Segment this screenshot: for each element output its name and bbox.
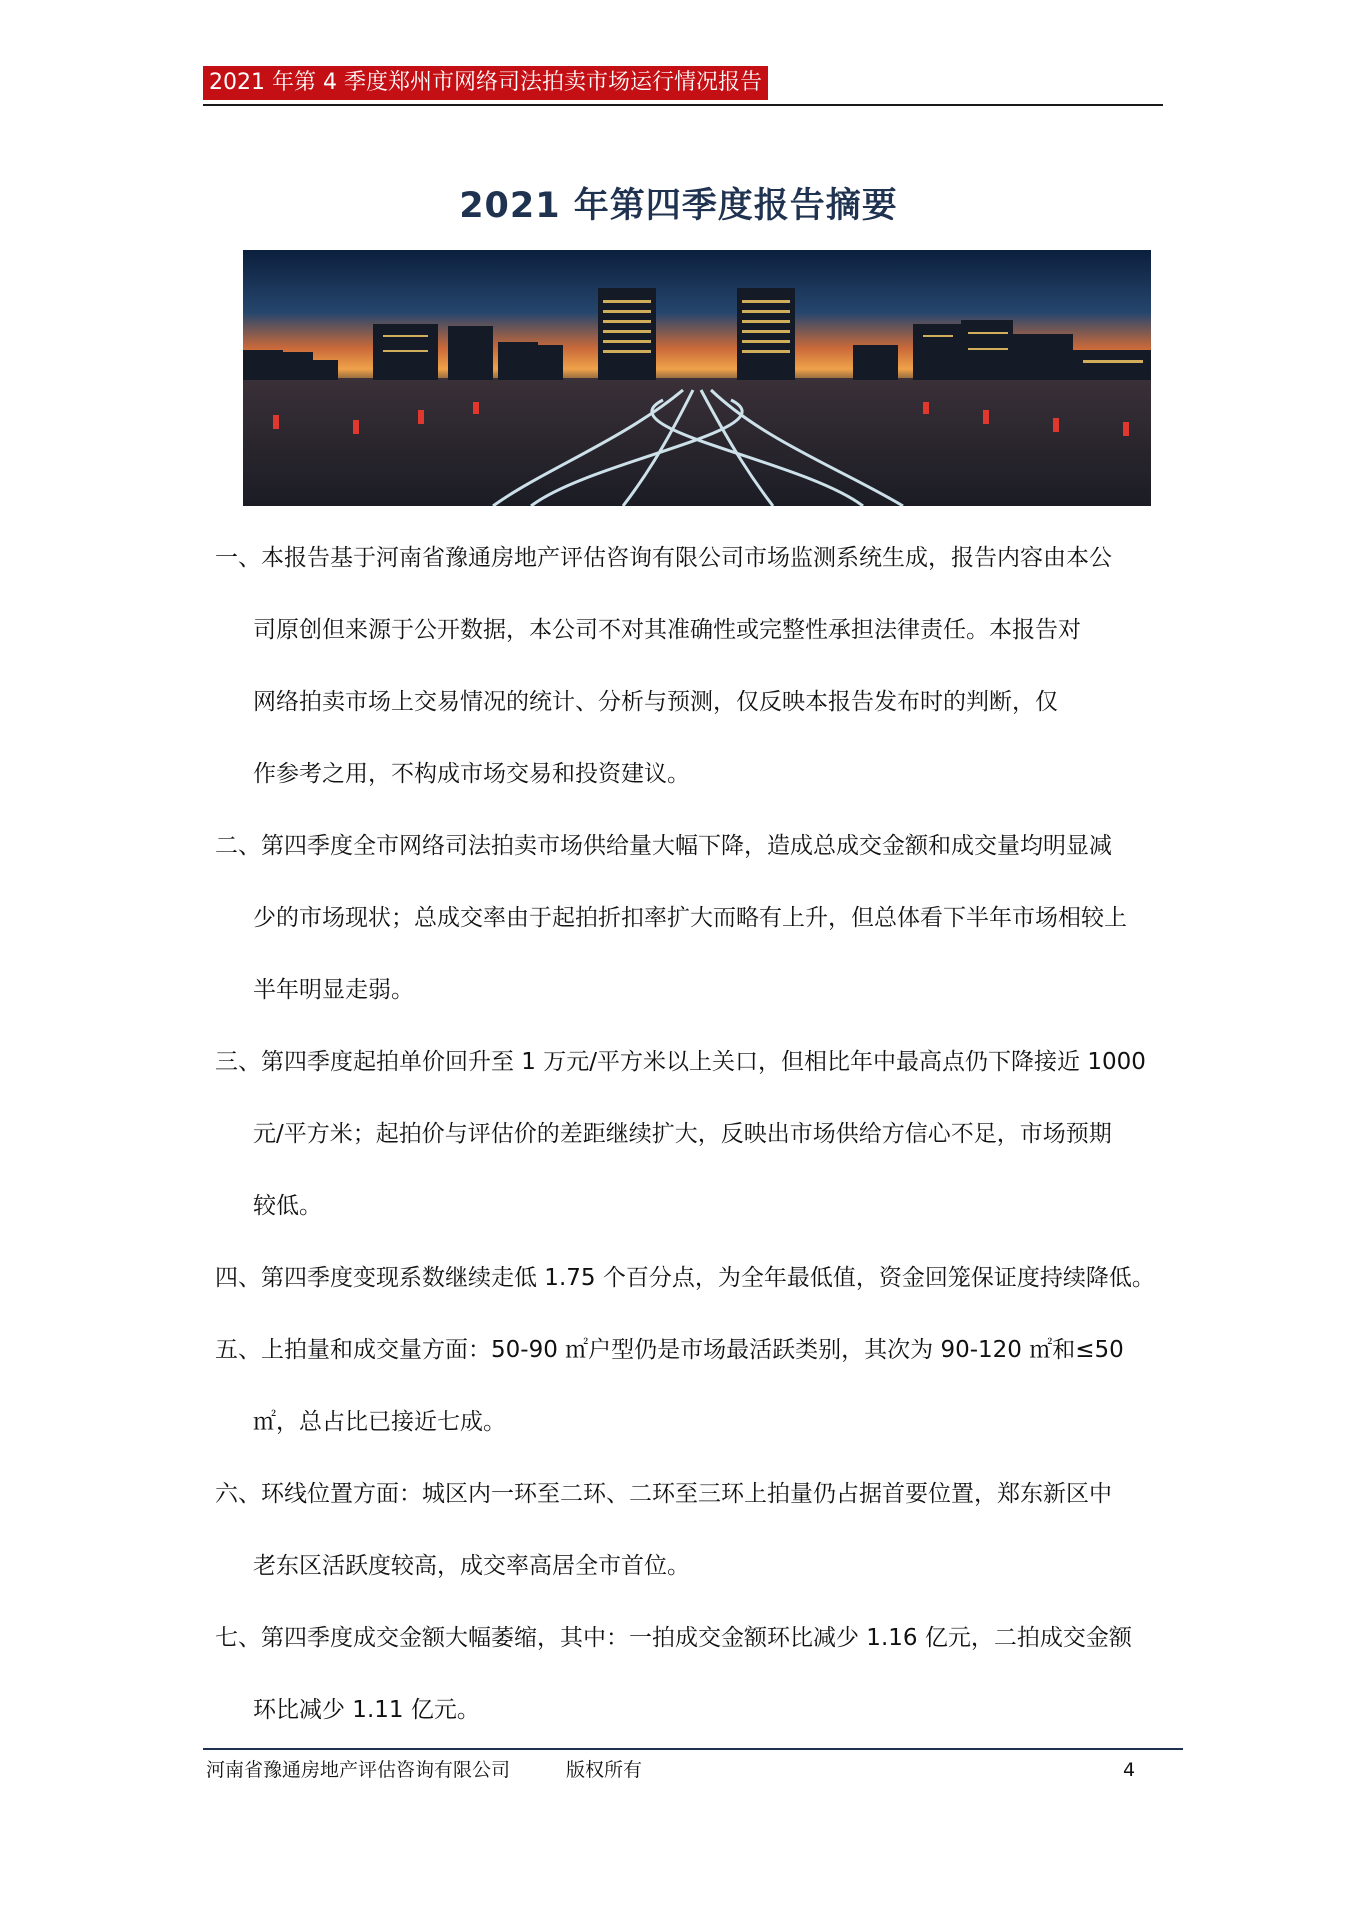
paragraph-line: 少的市场现状；总成交率由于起拍折扣率扩大而略有上升，但总体看下半年市场相较上: [253, 905, 1127, 931]
footer-rule: [203, 1748, 1183, 1750]
footer-company: 河南省豫通房地产评估咨询有限公司: [206, 1759, 511, 1781]
paragraph-line: 司原创但来源于公开数据，本公司不对其准确性或完整性承担法律责任。本报告对: [253, 617, 1081, 643]
summary-item-2: [215, 810, 1160, 1026]
paragraph-line: 网络拍卖市场上交易情况的统计、分析与预测，仅反映本报告发布时的判断，仅: [253, 689, 1058, 715]
paragraph-line: 一、本报告基于河南省豫通房地产评估咨询有限公司市场监测系统生成，报告内容由本公: [215, 545, 1112, 571]
paragraph-line: 二、第四季度全市网络司法拍卖市场供给量大幅下降，造成总成交金额和成交量均明显减: [215, 833, 1112, 859]
header-rule: [203, 104, 1163, 106]
running-header-title: 2021 年第 4 季度郑州市网络司法拍卖市场运行情况报告: [203, 66, 768, 100]
summary-item-6: [215, 1458, 1160, 1602]
city-night-banner-image: [243, 250, 1151, 506]
paragraph-line: 作参考之用，不构成市场交易和投资建议。: [253, 761, 690, 787]
summary-item-3: [215, 1026, 1160, 1242]
paragraph-line: 半年明显走弱。: [253, 977, 414, 1003]
paragraph-line: 五、上拍量和成交量方面：50-90 ㎡户型仍是市场最活跃类别，其次为 90-120 ㎡和≤50: [215, 1337, 1124, 1363]
summary-item-5: [215, 1314, 1160, 1458]
page-number: 4: [1123, 1759, 1136, 1781]
paragraph-line: ㎡，总占比已接近七成。: [253, 1409, 506, 1435]
paragraph-line: 七、第四季度成交金额大幅萎缩，其中：一拍成交金额环比减少 1.16 亿元，二拍成交金额: [215, 1625, 1132, 1651]
paragraph-line: 元/平方米；起拍价与评估价的差距继续扩大，反映出市场供给方信心不足，市场预期: [253, 1121, 1112, 1147]
summary-item-4: [215, 1242, 1160, 1314]
paragraph-line: 较低。: [253, 1193, 322, 1219]
paragraph-line: 四、第四季度变现系数继续走低 1.75 个百分点，为全年最低值，资金回笼保证度持续降低。: [215, 1265, 1155, 1291]
page-title: 2021 年第四季度报告摘要: [459, 186, 898, 226]
paragraph-line: 三、第四季度起拍单价回升至 1 万元/平方米以上关口，但相比年中最高点仍下降接近 1000: [215, 1049, 1146, 1075]
summary-item-7: [215, 1602, 1160, 1746]
paragraph-line: 六、环线位置方面：城区内一环至二环、二环至三环上拍量仍占据首要位置，郑东新区中: [215, 1481, 1112, 1507]
paragraph-line: 老东区活跃度较高，成交率高居全市首位。: [253, 1553, 690, 1579]
footer-rights: 版权所有: [566, 1759, 643, 1781]
paragraph-line: 环比减少 1.11 亿元。: [253, 1697, 480, 1723]
summary-item-1: [215, 522, 1160, 810]
